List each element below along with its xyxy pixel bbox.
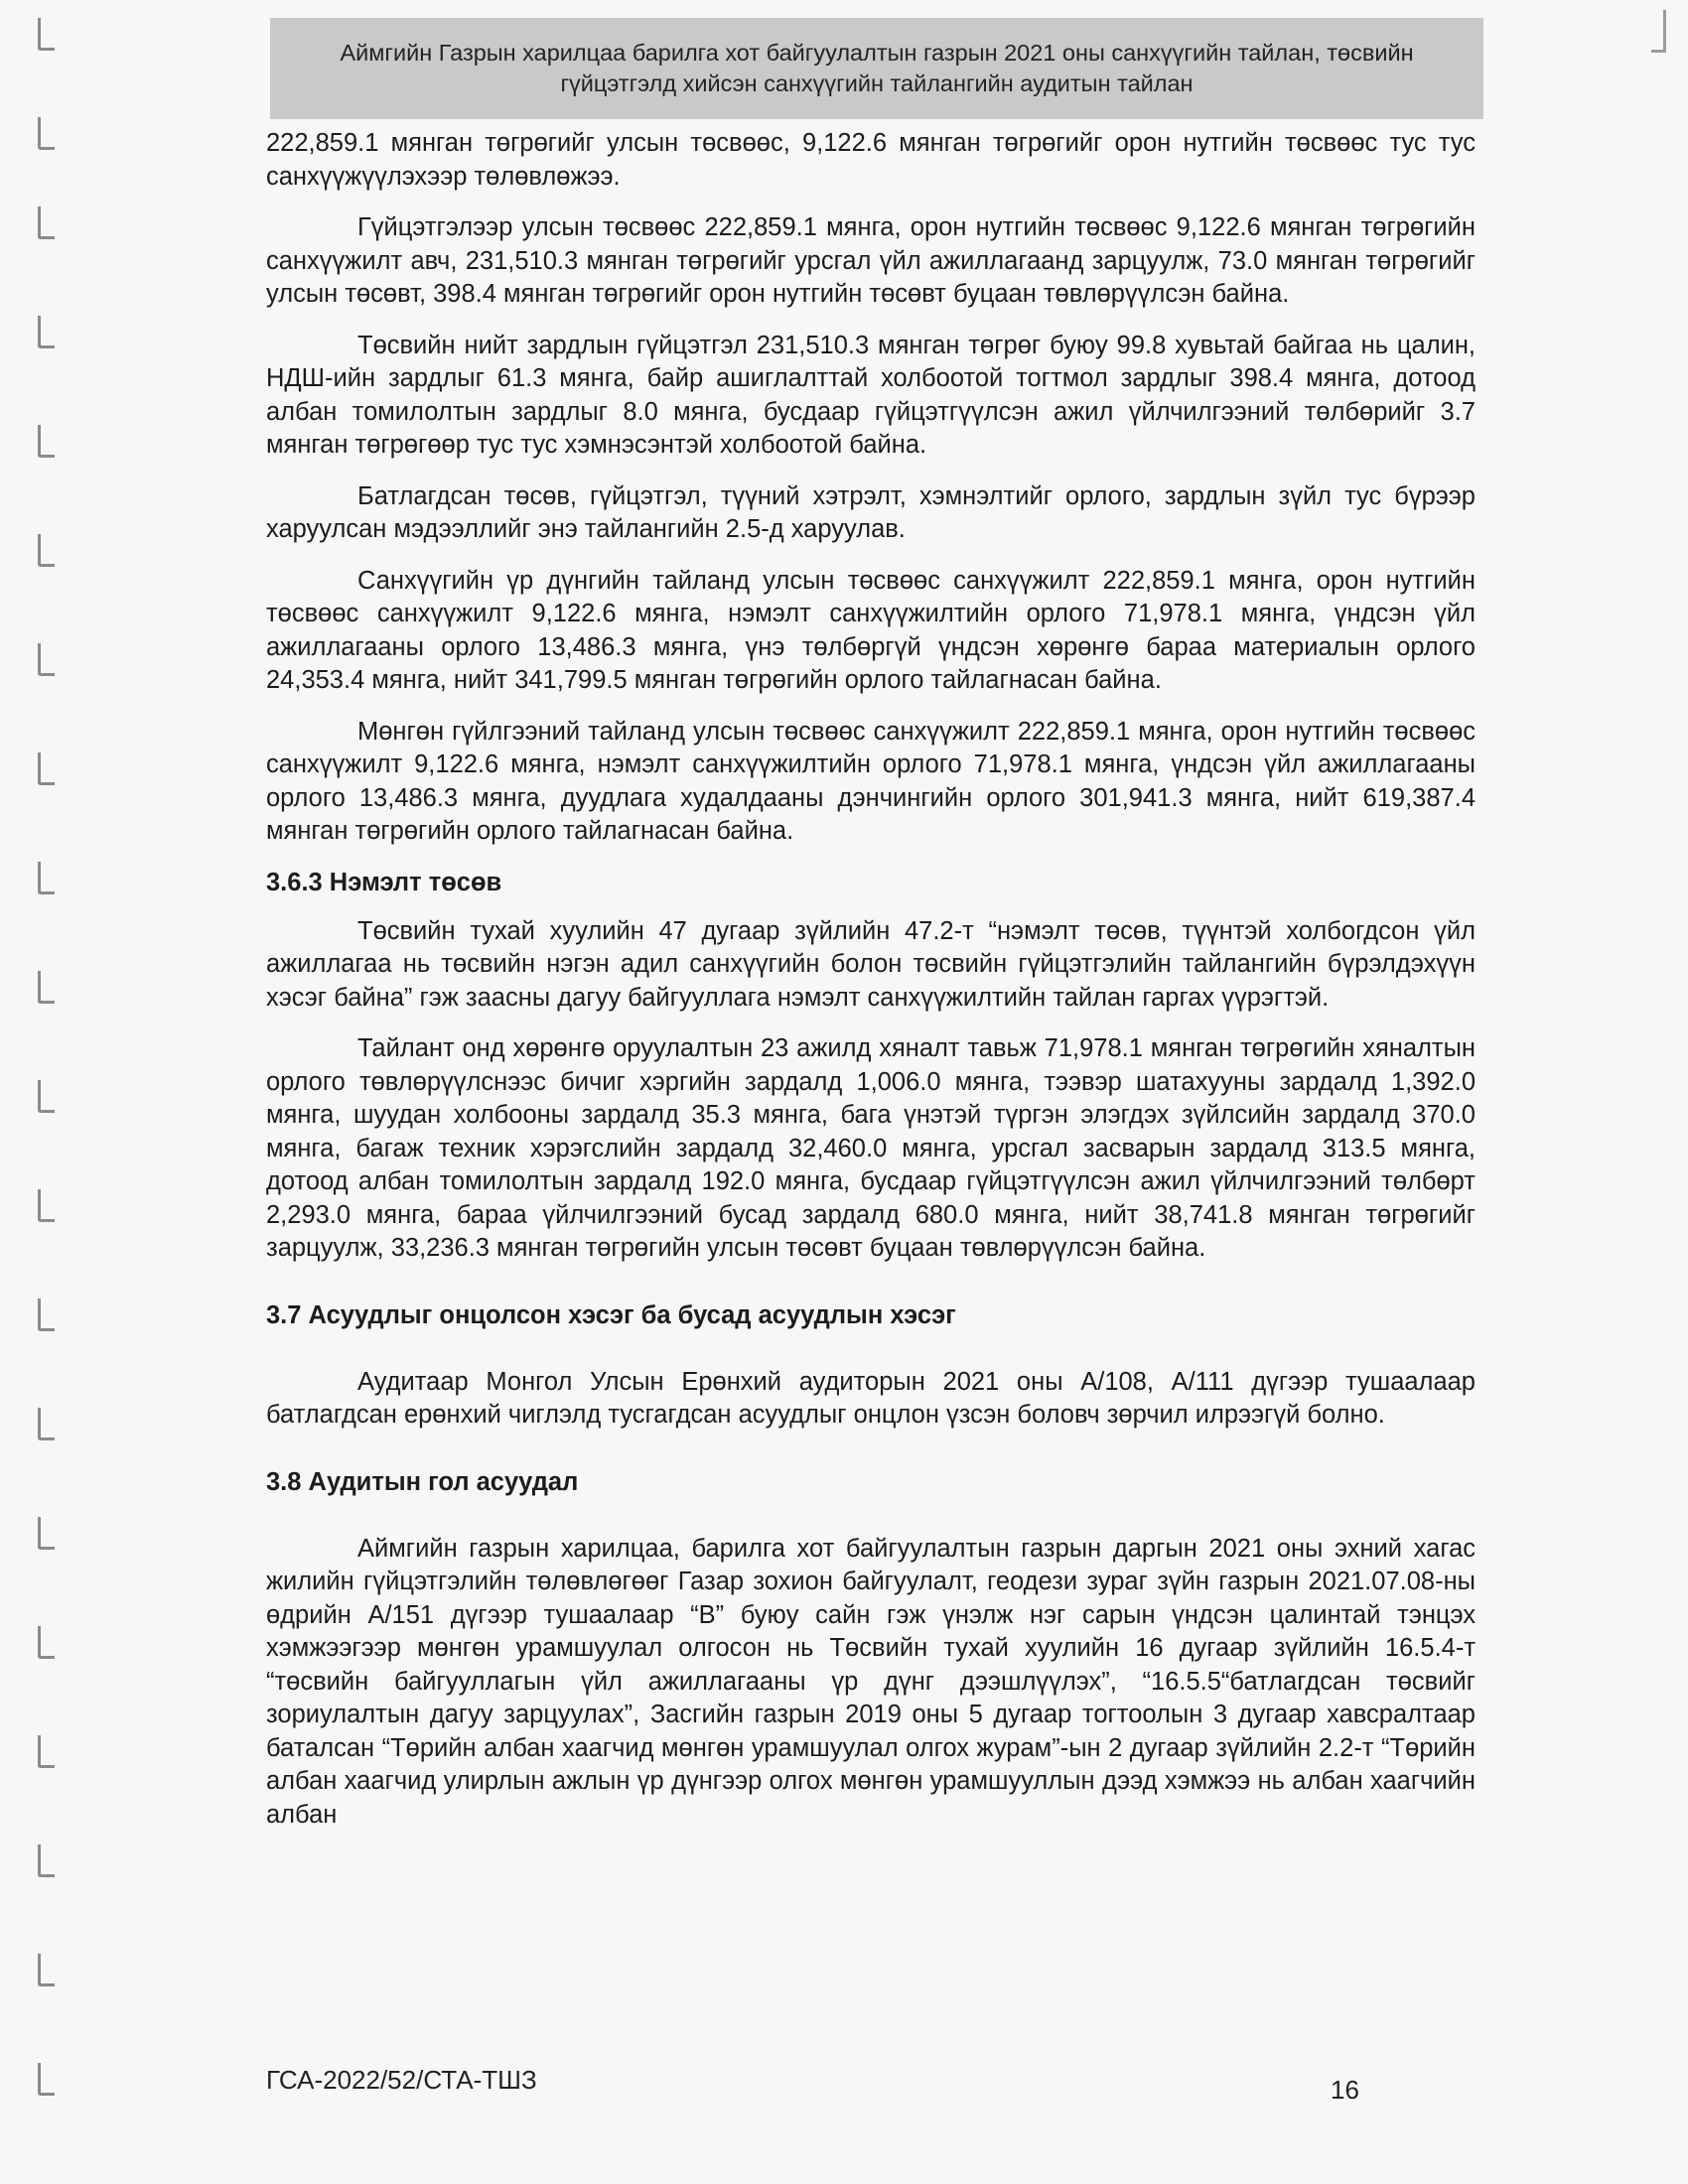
paragraph: Төсвийн тухай хуулийн 47 дугаар зүйлийн 47.2-т “нэмэлт төсөв, түүнтэй холбогдсон үйл ажиллагаа нь төсвийн нэгэн адил санхүүгийн болон төсвийн гүйцэтгэлийн тайлангийн бүрэлдэхүүн хэсэг байна” гэж заасны дагуу байгууллага нэмэлт санхүүжилтийн тайлан гаргах үүрэгтэй. (266, 916, 1476, 1012)
binding-hole (38, 1298, 55, 1331)
document-code: ГСА-2022/52/СТА-ТШЗ (266, 2065, 537, 2095)
paragraph: Аудитаар Монгол Улсын Ерөнхий аудиторын 2021 оны А/108, А/111 дүгээр тушаалаар батлагдсан ерөнхий чиглэлд тусгагдсан асуудлыг онцлон үзсэн боловч зөрчил илрээгүй болно. (266, 1367, 1476, 1429)
binding-hole (38, 534, 55, 567)
binding-hole (38, 2063, 55, 2096)
binding-holes (28, 0, 64, 2184)
binding-hole (38, 862, 55, 894)
paragraph: Батлагдсан төсөв, гүйцэтгэл, түүний хэтрэлт, хэмнэлтийг орлого, зардлын зүйл тус бүрээр харуулсан мэдээллийг энэ тайлангийн 2.5-д харуулав. (266, 481, 1476, 543)
page-number: 16 (1331, 2075, 1359, 2105)
header-line-1: Аймгийн Газрын харилцаа барилга хот байгуулалтын газрын 2021 оны санхүүгийн тайлан, төсвийн (340, 40, 1414, 66)
binding-hole (38, 117, 55, 150)
binding-hole (38, 1954, 55, 1986)
binding-hole (38, 316, 55, 348)
binding-hole (38, 206, 55, 239)
page-header (270, 18, 1483, 119)
paragraph: Мөнгөн гүйлгээний тайланд улсын төсвөөс санхүүжилт 222,859.1 мянга, орон нутгийн төсвөөс санхүүжилт 9,122.6 мянга, нэмэлт санхүүжилтийн орлого 71,978.1 мянга, үндсэн үйл ажиллагааны орлого 13,486.3 мянга, дуудлага худалдааны дэнчингийн орлого 301,941.3 мянга, нийт 619,387.4 мянган төгрөгийн орлого тайлагнасан байна. (266, 717, 1476, 845)
section-heading: 3.6.3 Нэмэлт төсөв (266, 868, 502, 896)
document-body (266, 127, 1476, 1849)
binding-hole (38, 1735, 55, 1768)
binding-hole (38, 971, 55, 1004)
binding-hole (38, 1408, 55, 1440)
paragraph: Гүйцэтгэлээр улсын төсвөөс 222,859.1 мянга, орон нутгийн төсвөөс 9,122.6 мянган төгрөгийн санхүүжилт авч, 231,510.3 мянган төгрөгийг урсгал үйл ажиллагаанд зарцуулж, 73.0 мянган төгрөгийг улсын төсөвт, 398.4 мянган төгрөгийг орон нутгийн төсөвт буцаан төвлөрүүлсэн байна. (266, 213, 1476, 308)
binding-hole (38, 18, 55, 51)
paragraph: Тайлант онд хөрөнгө оруулалтын 23 ажилд хяналт тавьж 71,978.1 мянган төгрөгийн хяналтын орлого төвлөрүүлснээс бичиг хэргийн зардалд 1,006.0 мянга, тээвэр шатахууны зардалд 1,392.0 мянга, шуудан холбооны зардалд 35.3 мянга, бага үнэтэй түргэн элэгдэх зүйлсийн зардалд 370.0 мянга, багаж техник хэрэгслийн зардалд 32,460.0 мянга, урсгал засварын зардалд 313.5 мянга, дотоод албан томилолтын зардалд 192.0 мянга, бусдаар гүйцэтгүүлсэн ажил үйлчилгээний төлбөрт 2,293.0 мянга, бараа үйлчилгээний бусад зардалд 680.0 мянга, нийт 38,741.8 мянган төгрөгийг зарцуулж, 33,236.3 мянган төгрөгийн улсын төсөвт буцаан төвлөрүүлсэн байна. (266, 1034, 1476, 1262)
binding-hole (38, 1626, 55, 1659)
section-heading: 3.7 Асуудлыг онцолсон хэсэг ба бусад асуудлын хэсэг (266, 1300, 956, 1329)
binding-hole (38, 425, 55, 458)
binding-hole (38, 752, 55, 785)
paragraph: Төсвийн нийт зардлын гүйцэтгэл 231,510.3 мянган төгрөг буюу 99.8 хувьтай байгаа нь цалин, НДШ-ийн зардлыг 61.3 мянга, байр ашиглалттай холбоотой тогтмол зардлыг 398.4 мянга, дотоод албан томилолтын зардлыг 8.0 мянга, бусдаар гүйцэтгүүлсэн ажил үйлчилгээний төлбөрийг 3.7 мянган төгрөгөөр тус тус хэмнэсэнтэй холбоотой байна. (266, 331, 1476, 459)
header-line-2: гүйцэтгэлд хийсэн санхүүгийн тайлангийн аудитын тайлан (560, 70, 1194, 96)
binding-hole (38, 1080, 55, 1113)
section-heading: 3.8 Аудитын гол асуудал (266, 1467, 579, 1496)
binding-hole (38, 1517, 55, 1550)
binding-hole (38, 643, 55, 676)
paragraph: Аймгийн газрын харилцаа, барилга хот байгуулалтын газрын даргын 2021 оны эхний хагас жилийн гүйцэтгэлийн төлөвлөгөөг Газар зохион байгуулалт, геодези зураг зүйн газрын 2021.07.08-ны өдрийн А/151 дүгээр тушаалаар “В” буюу сайн гэж үнэлж нэг сарын үндсэн цалинтай тэнцэх хэмжээгээр мөнгөн урамшуулал олгосон нь Төсвийн тухай хуулийн 16 дугаар зүйлийн 16.5.4-т “төсвийн байгууллагын үйл ажиллагааны үр дүнг дээшлүүлэх”, “16.5.5“батлагдсан төсвийг зориулалтын дагуу зарцуулах”, Засгийн газрын 2019 оны 5 дугаар тогтоолын 3 дугаар хавсралтаар баталсан “Төрийн албан хаагчид мөнгөн урамшуулал олгох журам”-ын 2 дугаар зүйлийн 2.2-т “Төрийн албан хаагчид улирлын ажлын үр дүнгээр олгох мөнгөн урамшууллын дээд хэмжээ нь албан хаагчийн албан (266, 1534, 1476, 1829)
page-edge-mark (1651, 10, 1666, 53)
binding-hole (38, 1844, 55, 1877)
binding-hole (38, 1189, 55, 1222)
paragraph: 222,859.1 мянган төгрөгийг улсын төсвөөс, 9,122.6 мянган төгрөгийг орон нутгийн төсвөөс тус тус санхүүжүүлэхээр төлөвлөжээ. (266, 129, 1476, 191)
paragraph: Санхүүгийн үр дүнгийн тайланд улсын төсвөөс санхүүжилт 222,859.1 мянга, орон нутгийн төсвөөс санхүүжилт 9,122.6 мянга, нэмэлт санхүүжилтийн орлого 71,978.1 мянга, үндсэн үйл ажиллагааны орлого 13,486.3 мянга, үнэ төлбөргүй үндсэн хөрөнгө бараа материалын орлого 24,353.4 мянга, нийт 341,799.5 мянган төгрөгийн орлого тайлагнасан байна. (266, 566, 1476, 694)
